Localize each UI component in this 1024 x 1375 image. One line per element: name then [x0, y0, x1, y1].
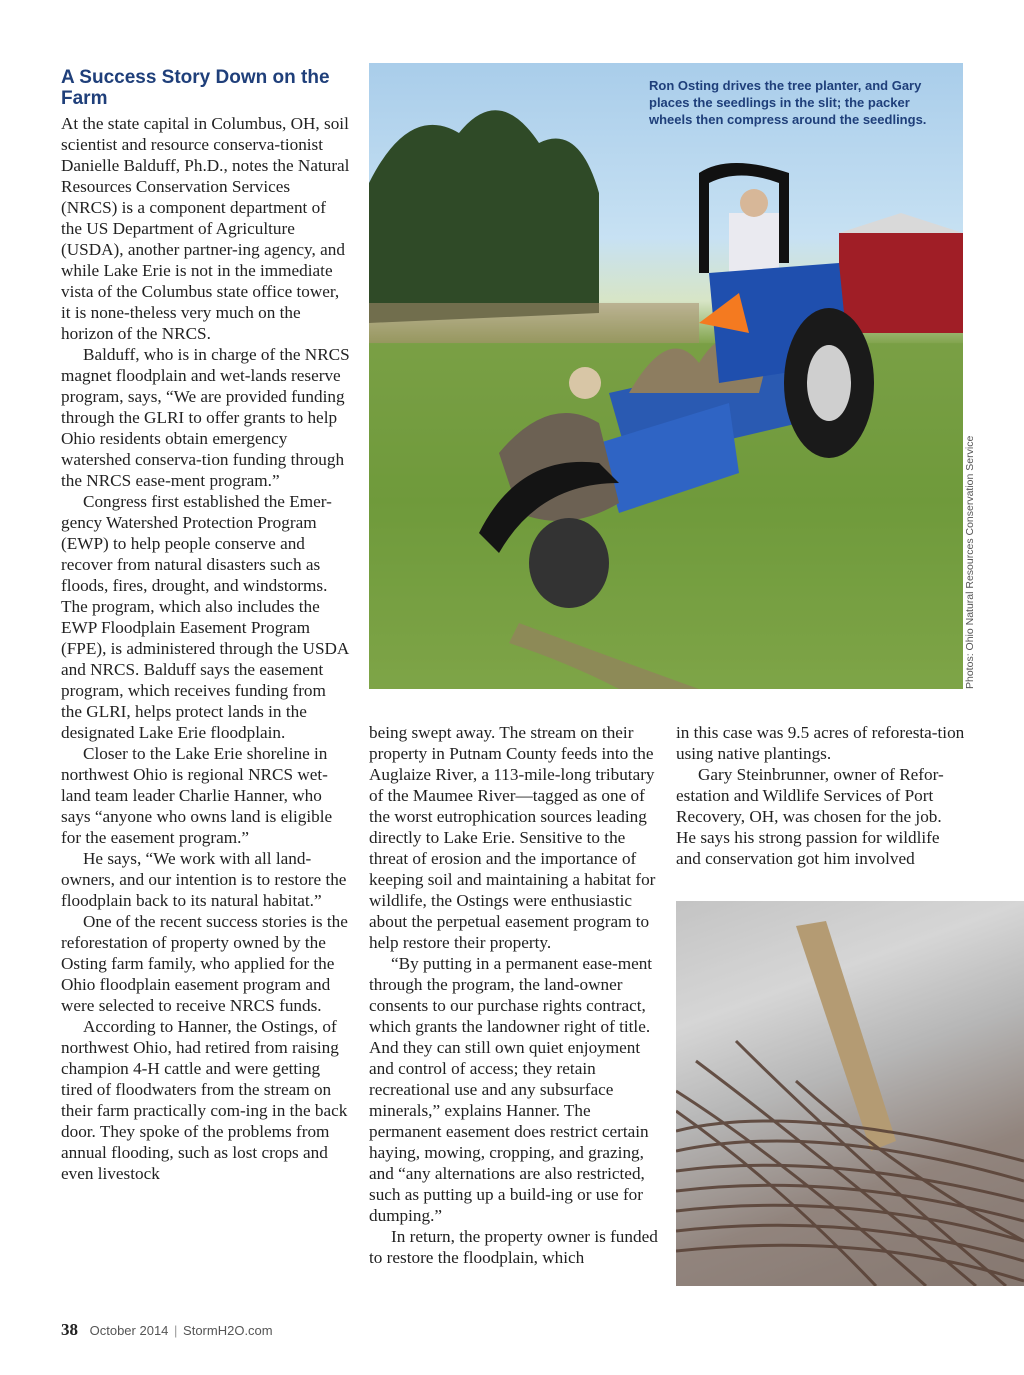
- issue-date: October 2014: [89, 1323, 169, 1338]
- gary-head: [569, 367, 601, 399]
- page-footer: [61, 1320, 273, 1340]
- text-column-2: [369, 722, 659, 1268]
- tractor-illustration: [369, 63, 963, 689]
- paragraph: Closer to the Lake Erie shoreline in northwest Ohio is regional NRCS wet-land team leader Charlie Hanner, who says “anyone who owns land is eligible for the easement program.”: [61, 744, 333, 847]
- red-barn: [839, 233, 963, 333]
- driver-ron: [729, 213, 779, 273]
- article-headline: A Success Story Down on the Farm: [61, 67, 330, 109]
- paragraph: Balduff, who is in charge of the NRCS magnet floodplain and wet-lands reserve program, says, “We are provided funding through the GLRI to offer grants to help Ohio residents obtain emergency watershed conserva-tion funding through the NRCS ease-ment program.”: [61, 345, 350, 490]
- paragraph: in this case was 9.5 acres of reforesta-tion using native plantings.: [676, 723, 965, 763]
- photo-caption: Ron Osting drives the tree planter, and Gary places the seedlings in the slit; the packer wheels then compress around the seedlings.: [649, 78, 927, 127]
- packer-wheel: [529, 518, 609, 608]
- tractor-photo: [369, 63, 963, 689]
- paragraph: At the state capital in Columbus, OH, soil scientist and resource conserva-tionist Danielle Balduff, Ph.D., notes the Natural Resources Conservation Services (NRCS) is a component department of the US Department of Agriculture (USDA), another partner-ing agency, and while Lake Erie is not in the immediate vista of the Columbus state office tower, it is none-theless very much on the horizon of the NRCS.: [61, 114, 350, 343]
- barn-roof: [839, 213, 963, 233]
- fence: [369, 303, 699, 343]
- site-name[interactable]: StormH2O.com: [183, 1323, 273, 1338]
- footer-separator: |: [174, 1323, 178, 1338]
- paragraph: In return, the property owner is funded to restore the floodplain, which: [369, 1227, 658, 1267]
- paragraph: He says, “We work with all land-owners, and our intention is to restore the floodplain back to its natural habitat.”: [61, 849, 347, 910]
- paragraph: being swept away. The stream on their property in Putnam County feeds into the Auglaize River, a 113-mile-long tributary of the Maumee River—tagged as one of the worst eutrophication sources leading directly to Lake Erie. Sensitive to the threat of erosion and the importance of keeping soil and maintaining a habitat for wildlife, the Ostings were enthusiastic about the perpetual easement program to help restore their property.: [369, 723, 656, 952]
- page-number: 38: [61, 1320, 78, 1339]
- seedlings-photo: [676, 901, 1024, 1286]
- paragraph: According to Hanner, the Ostings, of northwest Ohio, had retired from raising champion 4-H cattle and were getting tired of floodwaters from the stream on their farm practically com-ing in the back door. They spoke of the problems from annual flooding, such as lost crops and even livestock: [61, 1017, 348, 1183]
- trees: [369, 110, 599, 323]
- paragraph: “By putting in a permanent ease-ment through the program, the land-owner consents to our purchase rights contract, which grants the landowner right of title. And they can still own quiet enjoyment and control of access; they retain recreational use and any subsurface minerals,” explains Hanner. The permanent easement does restrict certain haying, mowing, cropping, and grazing, and “any alternations are also restricted, such as putting up a build-ing or use for dumping.”: [369, 954, 653, 1225]
- ron-head: [740, 189, 768, 217]
- paragraph: Gary Steinbrunner, owner of Refor-estation and Wildlife Services of Port Recovery, OH, was chosen for the job. He says his strong passion for wildlife and conservation got him involved: [676, 765, 944, 868]
- paragraph: Congress first established the Emer-gency Watershed Protection Program (EWP) to help people conserve and recover from natural disasters such as floods, fires, drought, and windstorms. The program, which also includes the EWP Floodplain Easement Program (FPE), is administered through the USDA and NRCS. Balduff says the easement program, which receives funding from the GLRI, helps protect lands in the designated Lake Erie floodplain.: [61, 492, 349, 742]
- wheel-hub: [807, 345, 851, 421]
- text-column-3: [676, 722, 966, 869]
- photo-credit: Photos: Ohio Natural Resources Conservation Service: [964, 435, 976, 689]
- paragraph: One of the recent success stories is the reforestation of property owned by the Osting farm family, who applied for the Ohio floodplain easement program and were selected to receive NRCS funds.: [61, 912, 348, 1015]
- seedlings-illustration: [676, 901, 1024, 1286]
- text-column-1: [61, 113, 350, 1184]
